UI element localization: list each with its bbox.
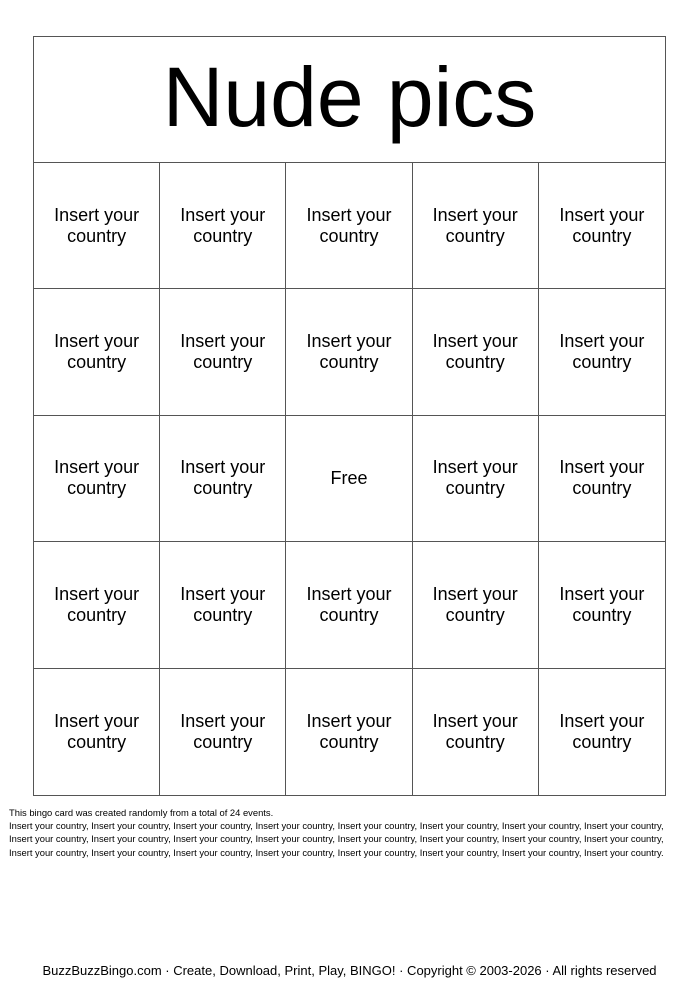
bingo-cell: Insert your country [413,416,539,542]
bingo-cell: Insert your country [34,416,160,542]
note-summary: This bingo card was created randomly from a total of 24 events. [9,807,274,818]
bingo-cell: Insert your country [160,289,286,415]
bingo-cell: Insert your country [160,542,286,668]
bingo-cell: Insert your country [539,542,665,668]
bingo-cell: Insert your country [160,163,286,289]
bingo-cell: Insert your country [286,542,412,668]
free-cell: Free [286,416,412,542]
event-list-line: Insert your country, Insert your country, Insert your country, Insert your country, Insert your country, Insert your country, Insert your country, Insert your country. [9,846,664,858]
bingo-cell: Insert your country [286,163,412,289]
bingo-grid [34,163,665,795]
bingo-cell: Insert your country [413,542,539,668]
bingo-cell: Insert your country [286,289,412,415]
bingo-cell: Insert your country [160,416,286,542]
bingo-cell: Insert your country [286,669,412,795]
bingo-cell: Insert your country [539,416,665,542]
bingo-cell: Insert your country [413,163,539,289]
bingo-card [33,36,666,796]
footer-copyright: BuzzBuzzBingo.com · Create, Download, Print, Play, BINGO! · Copyright © 2003-2026 · All rights reserved [42,963,657,978]
bingo-cell: Insert your country [539,289,665,415]
bingo-cell: Insert your country [413,289,539,415]
bingo-cell: Insert your country [34,289,160,415]
card-note [9,806,693,859]
bingo-cell: Insert your country [34,669,160,795]
bingo-cell: Insert your country [539,163,665,289]
event-list-line: Insert your country, Insert your country, Insert your country, Insert your country, Insert your country, Insert your country, Insert your country, Insert your country, [9,820,664,832]
bingo-cell: Insert your country [160,669,286,795]
card-title: Nude pics [162,49,537,144]
card-title-cell [34,37,665,163]
bingo-cell: Insert your country [413,669,539,795]
bingo-cell: Insert your country [559,710,645,752]
event-list-line: Insert your country, Insert your country, Insert your country, Insert your country, Insert your country, Insert your country, Insert your country, Insert your country, [9,833,664,845]
bingo-cell: Insert your country [34,163,160,289]
bingo-cell: Insert your country [34,542,160,668]
